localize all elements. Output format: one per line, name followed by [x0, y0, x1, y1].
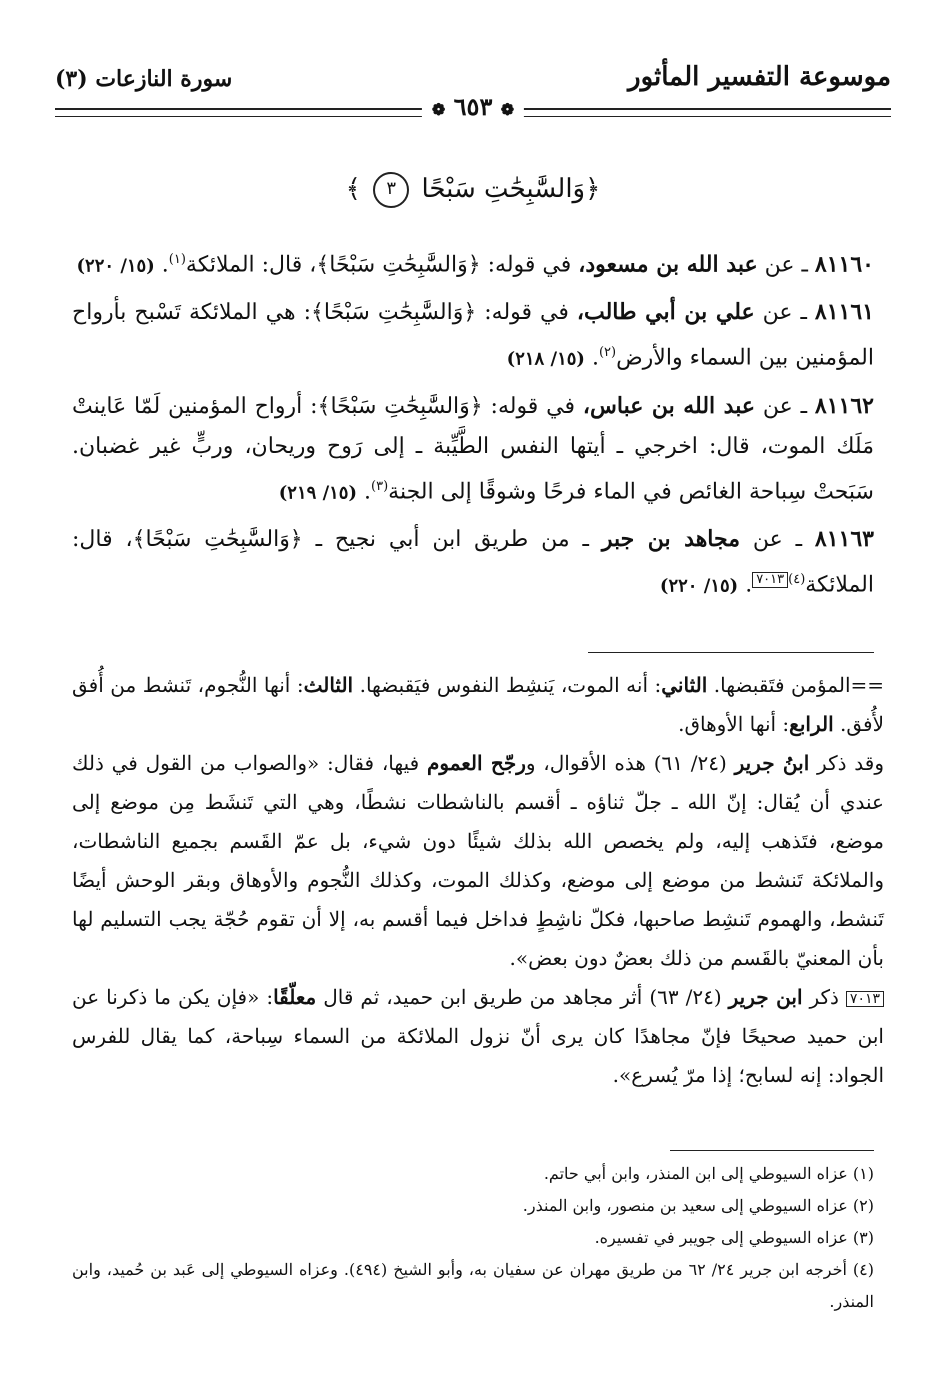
note-text: ذكر: [809, 985, 839, 1009]
note-text: : أنها الأوهاق.: [678, 712, 790, 736]
entry-prefix: ـ عن: [762, 300, 807, 326]
quran-quote: ﴿وَالسَّٰبِحَٰتِ سَبْحًا﴾: [132, 526, 303, 552]
verse-heading: [0, 172, 946, 208]
note-text: : أنها النُّجوم، تَنشط من أُفق لأُفق.: [72, 673, 884, 736]
narrator-name: علي بن أبي طالب،: [576, 299, 755, 326]
entry-body: : هي الملائكة تَسْبح بأرواح المؤمنين بين السماء والأرض: [72, 300, 874, 371]
page-header: [55, 62, 891, 122]
source-reference: (١٥/ ٢٢٠): [659, 575, 739, 597]
entry-prefix: ـ عن: [762, 393, 808, 419]
entry-tail: .: [591, 345, 599, 371]
note-continued: [72, 666, 884, 744]
note-7013: [72, 978, 884, 1095]
quran-quote: ﴿وَالسَّٰبِحَٰتِ سَبْحًا﴾: [316, 252, 481, 278]
quran-quote: ﴿وَالسَّٰبِحَٰتِ سَبْحًا﴾: [311, 300, 477, 326]
section-divider: [588, 652, 874, 653]
ornament-icon: ❁: [500, 100, 515, 119]
entry-prefix: ـ عن: [764, 252, 808, 278]
entry-8162: [72, 386, 874, 513]
entry-prefix: ـ عن: [752, 526, 803, 552]
note-bold: الثالث: [303, 673, 354, 697]
note-bold: معلّقًا: [273, 985, 317, 1009]
note-bold: الثاني: [661, 673, 708, 697]
page-number-text: ٦٥٣: [453, 92, 493, 121]
note-text: (٢٤/ ٦٣) أثر مجاهد من طريق ابن حميد، ثم قال: [323, 985, 722, 1009]
entry-tail: .: [364, 478, 372, 504]
note-text: وقد ذكر: [817, 751, 884, 775]
source-reference: (١٥/ ٢١٨): [506, 348, 585, 370]
pre-quote: في قوله:: [487, 252, 572, 278]
entry-body: ، قال: الملائكة: [72, 526, 874, 598]
footnote-1: (١) عزاه السيوطي إلى ابن المنذر، وابن أبي حاتم.: [543, 1164, 874, 1183]
book-title: موسوعة التفسير المأثور: [628, 62, 891, 92]
quran-quote: ﴿وَالسَّٰبِحَٰتِ سَبْحًا﴾: [317, 393, 483, 419]
ayah-number: ٣: [373, 172, 409, 208]
note-text: (٢٤/ ٦١) هذه الأقوال، و: [525, 751, 727, 775]
entry-tail: .: [161, 252, 169, 278]
note-text: : أنه الموت، يَنشِط النفوس فيَقبضها.: [359, 673, 662, 697]
note-text: ==المؤمن فتَقبضها.: [713, 673, 885, 697]
surah-title: سورة النازعات (٣): [55, 66, 233, 92]
footnote-3: (٣) عزاه السيوطي إلى جويبر في تفسيره.: [594, 1228, 874, 1247]
entry-8161: [72, 292, 874, 379]
source-reference: (١٥/ ٢١٩): [278, 481, 358, 503]
narrator-name: مجاهد بن جبر: [601, 525, 740, 552]
commentary-box-ref: ٧٠١٣: [752, 572, 788, 588]
commentary-notes: [72, 666, 884, 1095]
pre-quote: في قوله:: [484, 300, 569, 326]
footnote-marker: (٤): [788, 571, 806, 587]
footnote-marker: (١): [168, 252, 186, 267]
entry-number: ٨١١٦٣: [814, 525, 874, 552]
footnote-divider: [670, 1150, 874, 1151]
pre-quote: ـ من طريق ابن أبي نجيح ـ: [315, 526, 589, 552]
narrator-name: عبد الله بن مسعود،: [578, 251, 758, 278]
entry-body: : أرواح المؤمنين لَمّا عَاينتْ مَلَك الموت، قال: اخرجي ـ أيتها النفس الطَّيِّبة ـ إلى رَوح وريحان، وربٍّ غير غضبان. سَبَحتْ سِباحة الغائص في الماء فرحًا وشوقًا إلى الجنة: [72, 393, 875, 504]
ornament-icon: ❁: [431, 100, 446, 119]
footnote-2: (٢) عزاه السيوطي إلى سعيد بن منصور، وابن المنذر.: [522, 1196, 874, 1215]
page-number: [422, 92, 524, 121]
verse-text: ﴿وَالسَّٰبِحَٰتِ سَبْحًا: [421, 174, 601, 204]
entry-number: ٨١١٦١: [814, 299, 874, 326]
note-ibn-jarir-summary: [72, 744, 884, 978]
note-bold: ابن جرير: [728, 985, 803, 1009]
footnote-marker: (٣): [371, 478, 389, 494]
commentary-box-ref: ٧٠١٣: [846, 991, 884, 1007]
note-text: : «فإن يكن ما ذكرنا عن ابن حميد صحيحًا فإنّ مجاهدًا كان يرى أنّ نزول الملائكة من السماء سِباحة، كما يقال للفرس الجواد: إنه لسابح؛ إذا مرّ يُسرع».: [72, 985, 884, 1087]
entry-number: ٨١١٦٠: [814, 251, 874, 278]
verse-close: ﴾: [345, 174, 361, 204]
main-text: [72, 240, 874, 612]
note-text: فيها، فقال: «والصواب من القول في ذلك عندي أن يُقال: إنّ الله ـ جلّ ثناؤه ـ أقسم بالناشطات نشطًا، وهي التي تَنشَط مِن موضع إلى موضع، فتَذهب إليه، ولم يخصص الله بذلك شيئًا دون شيء، بل عمّ القَسم بجميع الناشطات، والملائكة تَنشط من موضع إلى موضع، وكذلك الموت، وكذلك النُّجوم والأوهاق وبقر الوحش أيضًا تَنشط، والهموم تَنشِط صاحبها، فكلّ ناشِطٍ فداخل فيما أقسم به، إلا أن تقوم حُجّة يجب التسليم لها بأن المعنيّ بالقَسم من ذلك بعضٌ دون بعض».: [72, 751, 884, 970]
footnote-marker: (٢): [598, 345, 617, 361]
note-bold: رجّح العموم: [426, 751, 526, 775]
entry-8163: [72, 519, 874, 606]
note-bold: الرابع: [789, 712, 834, 736]
entry-body: ، قال: الملائكة: [185, 252, 317, 278]
narrator-name: عبد الله بن عباس،: [582, 392, 755, 419]
footnote-4: (٤) أخرجه ابن جرير ٢٤/ ٦٢ من طريق مهران عن سفيان به، وأبو الشيخ (٤٩٤). وعزاه السيوطي إلى عَبد بن حُميد، وابن المنذر.: [72, 1260, 875, 1311]
pre-quote: في قوله:: [490, 393, 576, 419]
source-reference: (١٥/ ٢٢٠): [76, 255, 155, 277]
footnotes: [72, 1158, 874, 1318]
entry-tail: .: [745, 572, 753, 598]
note-bold: ابنُ جرير: [734, 751, 810, 775]
entry-number: ٨١١٦٢: [814, 392, 874, 419]
entry-8160: [72, 240, 874, 286]
